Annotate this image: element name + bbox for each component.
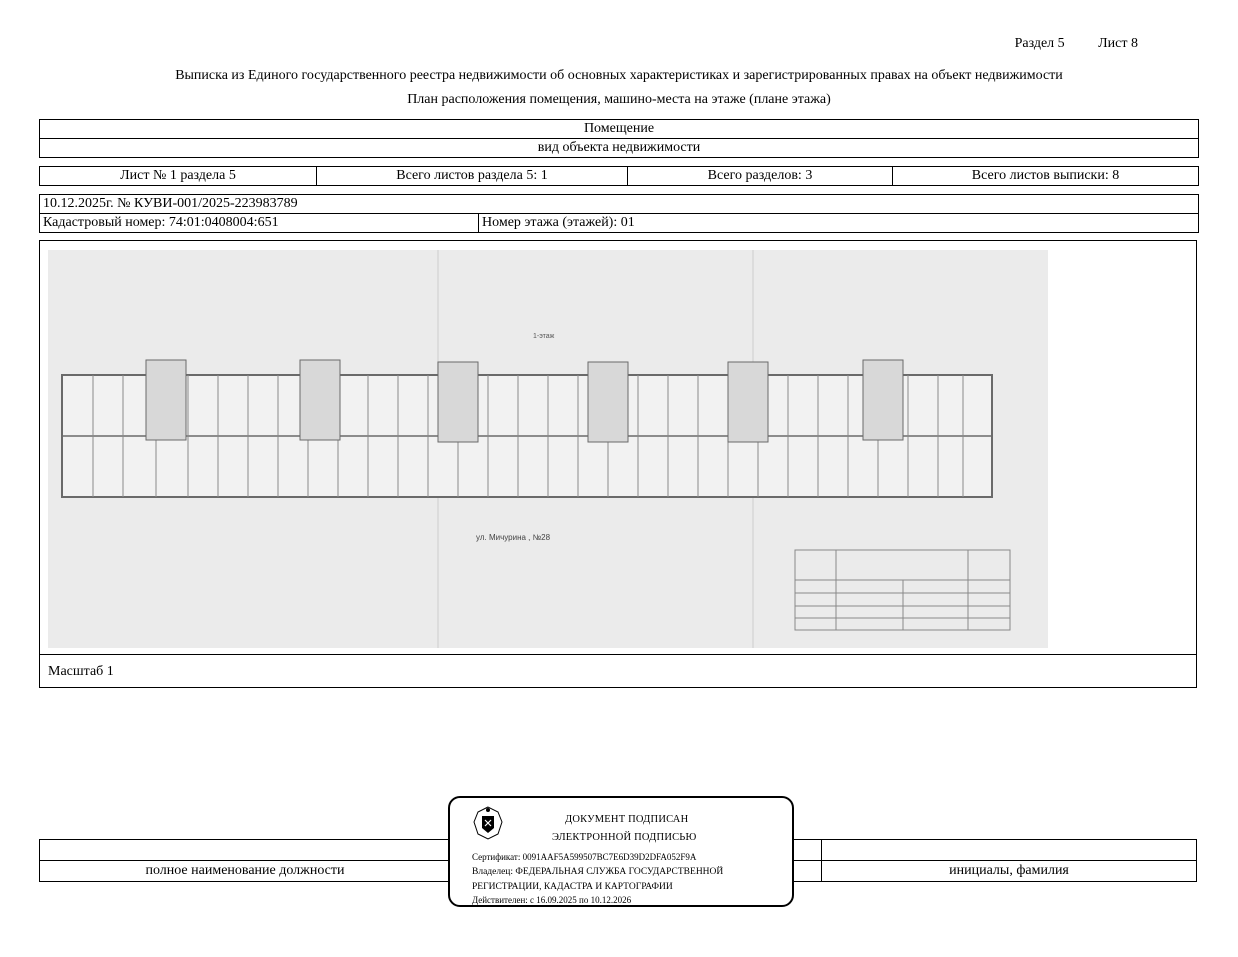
total-extract-sheets: Всего листов выписки: 8 — [893, 167, 1199, 186]
floor-plan-frame — [39, 240, 1197, 655]
street-label: ул. Мичурина , №28 — [476, 533, 551, 542]
stamp-owner-line-1: Владелец: ФЕДЕРАЛЬНАЯ СЛУЖБА ГОСУДАРСТВЕННОЙ — [472, 867, 724, 877]
position-caption: полное наименование должности — [40, 861, 451, 882]
scale-row: Масштаб 1 — [39, 654, 1197, 688]
sheet-label: Лист 8 — [1098, 36, 1138, 51]
object-type: Помещение — [40, 120, 1199, 139]
sheets-table — [39, 166, 1199, 186]
total-sections: Всего разделов: 3 — [628, 167, 893, 186]
stamp-validity: Действителен: с 16.09.2025 по 10.12.2026 — [472, 895, 632, 905]
record-date-number: 10.12.2025г. № КУВИ-001/2025-223983789 — [40, 195, 1199, 214]
stamp-certificate: Сертификат: 0091AAF5A599507BC7E6D39D2DFA052F9A — [472, 852, 697, 862]
record-table — [39, 194, 1199, 233]
coat-of-arms-icon — [470, 804, 506, 842]
initials-caption: инициалы, фамилия — [822, 861, 1197, 882]
section-label: Раздел 5 — [1014, 36, 1065, 51]
document-title: Выписка из Единого государственного реестра недвижимости об основных характеристиках и зарегистрированных правах на объект недвижимости — [175, 68, 1063, 83]
floor-number: Номер этажа (этажей): 01 — [479, 214, 1199, 233]
stamp-owner-line-2: РЕГИСТРАЦИИ, КАДАСТРА И КАРТОГРАФИИ — [472, 882, 673, 892]
object-type-caption: вид объекта недвижимости — [40, 139, 1199, 158]
initials-cell — [822, 840, 1197, 861]
cadastral-number: Кадастровый номер: 74:01:0408004:651 — [40, 214, 479, 233]
floor-plan-drawing — [48, 250, 1048, 648]
floor-label: 1-этаж — [533, 333, 555, 340]
sheet-number: Лист № 1 раздела 5 — [40, 167, 317, 186]
stamp-line-1: ДОКУМЕНТ ПОДПИСАН — [565, 814, 689, 825]
position-cell — [40, 840, 451, 861]
electronic-signature-stamp — [448, 796, 794, 907]
document-subtitle: План расположения помещения, машино-места на этаже (плане этажа) — [407, 92, 831, 107]
total-section-sheets: Всего листов раздела 5: 1 — [317, 167, 628, 186]
object-type-table — [39, 119, 1199, 158]
stamp-line-2: ЭЛЕКТРОННОЙ ПОДПИСЬЮ — [552, 832, 697, 843]
page-indicator — [985, 36, 1138, 52]
floor-plan-image — [48, 250, 1048, 648]
